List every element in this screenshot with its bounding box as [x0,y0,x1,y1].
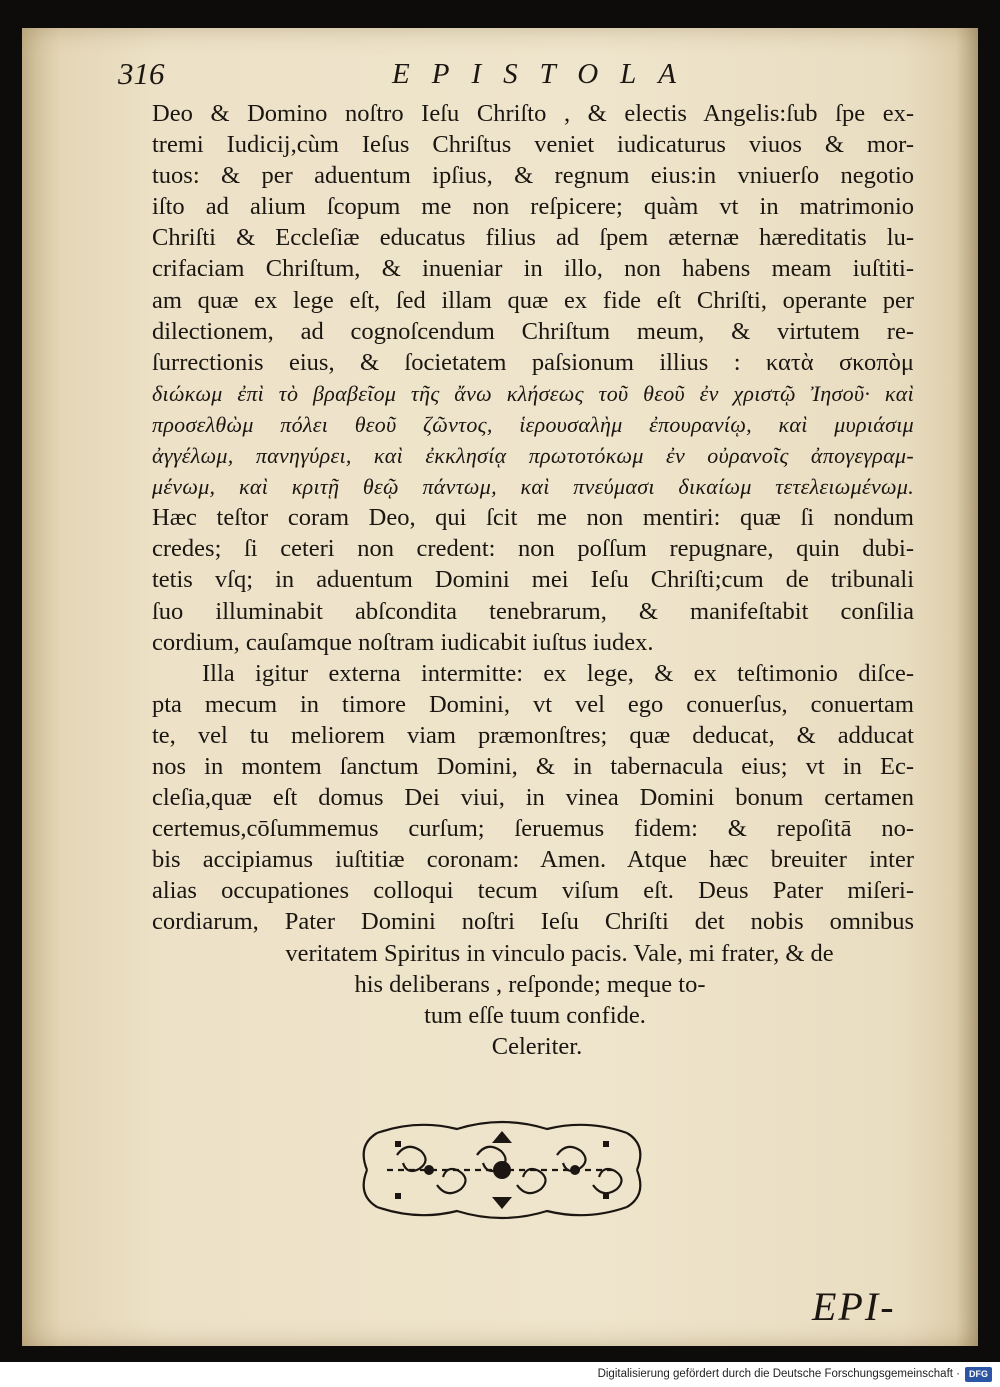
text-line: certemus,cōſummemus curſum; ſeruemus fidem: & repoſitā no- [152,815,914,843]
funding-notice: Digitalisierung gefördert durch die Deutsche Forschungsgemeinschaft · [597,1368,960,1380]
greek-text-line: ἀγγέλωμ, πανηγύρει, καὶ ἐκκλησίᾳ πρωτοτόκωμ ἐν οὐρανοῖς ἀπογεγραμ- [152,443,914,469]
printers-ornament [357,1115,647,1225]
text-line: Hæc teſtor coram Deo, qui ſcit me non mentiri: quæ ſi nondum [152,504,914,532]
text-line: ſuo illuminabit abſcondita tenebrarum, & manifeſtabit conſilia [152,597,914,625]
running-head [118,56,698,96]
text-line: cleſia,quæ eſt domus Dei viui, in vinea Domini bonum certamen [152,784,914,812]
text-line: Deo & Domino noſtro Ieſu Chriſto , & electis Angelis:ſub ſpe ex- [152,100,914,127]
greek-text-line: διώκωμ ἐπὶ τὸ βραβεῖομ τῆς ἄνω κλήσεως τοῦ θεοῦ ἐν χριστῷ Ἰησοῦ· καὶ [152,380,914,406]
text-line: tetis vſq; in aduentum Domini mei Ieſu Chriſti;cum de tribunali [152,566,914,594]
text-line: alias occupationes colloqui tecum viſum eſt. Deus Pater miſeri- [152,877,914,905]
paragraph-first-line: Illa igitur externa intermitte: ex lege, & ex teſtimonio diſce- [202,659,914,687]
closing-line: tum eſſe tuum confide. [424,1001,646,1029]
closing-line: veritatem Spiritus in vinculo pacis. Vale, mi frater, & de [285,939,834,967]
text-line: te, vel tu meliorem viam præmonſtres; quæ deducat, & adducat [152,721,914,749]
running-title: EPISTOLA [392,58,698,90]
text-line: cordium, cauſamque noſtram iudicabit iuſtus iudex. [152,628,654,656]
text-line: bis accipiamus iuſtitiæ coronam: Amen. Atque hæc breuiter inter [152,846,914,874]
text-line: tremi Iudicij,cùm Ieſus Chriſtus veniet iudicaturus viuos & mor- [152,131,914,159]
text-line: am quæ ex lege eſt, ſed illam quæ ex fide eſt Chriſti, operante per [152,286,914,314]
text-line: tuos: & per aduentum ipſius, & regnum eius:in vniuerſo negotio [152,162,914,190]
text-line: cordiarum, Pater Domini noſtri Ieſu Chriſti det nobis omnibus [152,908,914,936]
closing-line: his deliberans , reſponde; meque to- [354,970,706,998]
text-line: nos in montem ſanctum Domini, & in tabernacula eius; vt in Ec- [152,752,914,780]
text-line: crifaciam Chriſtum, & inueniar in illo, non habens meam iuſtiti- [152,255,914,283]
page-number: 316 [118,56,165,91]
dfg-logo-icon: DFG [965,1367,992,1382]
text-line: dilectionem, ad cognoſcendum Chriſtum meum, & virtutem re- [152,317,914,345]
text-line: credes; ſi ceteri non credent: non poſſum repugnare, quin dubi- [152,535,914,563]
text-line: pta mecum in timore Domini, vt vel ego conuerſus, conuertam [152,690,914,718]
greek-text-line: προσελθὼμ πόλει θεοῦ ζῶντος, ἱερουσαλὴμ ἐπουρανίῳ, καὶ μυριάσιμ [152,411,914,437]
closing-signature: Celeriter. [491,1032,583,1060]
greek-text-line: μένωμ, καὶ κριτῇ θεῷ πάντωμ, καὶ πνεύμασι δικαίωμ τετελειωμένωμ. [152,474,914,500]
digitization-footer [0,1362,1000,1387]
catchword: EPI- [812,1284,896,1329]
text-line: Chriſti & Eccleſiæ educatus filius ad ſpem æternæ hæreditatis lu- [152,224,914,252]
text-line: ſurrectionis eius, & ſocietatem paſsionum illius : κατὰ σκοπὸμ [152,348,914,376]
text-line: iſto ad alium ſcopum me non reſpicere; quàm vt in matrimonio [152,193,914,221]
letter-body [152,98,914,1062]
